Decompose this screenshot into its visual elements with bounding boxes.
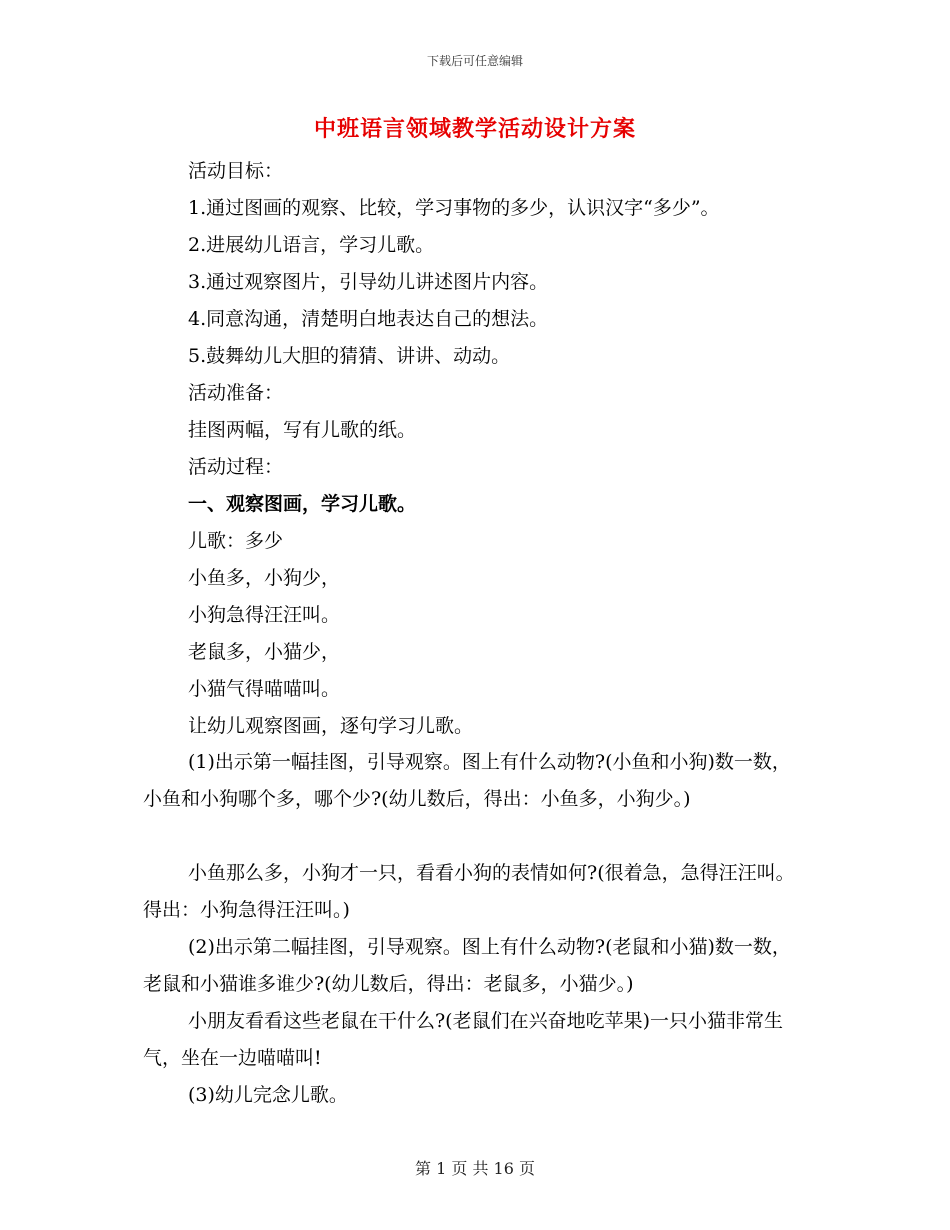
song-line-4: 小猫气得喵喵叫。: [188, 678, 341, 700]
prep-text: 挂图两幅，写有儿歌的纸。: [188, 419, 417, 441]
goal-item-3: 3.通过观察图片，引导幼儿讲述图片内容。: [188, 271, 549, 293]
paragraph-step-2-followup: 小朋友看看这些老鼠在干什么?(老鼠们在兴奋地吃苹果)一只小猫非常生气，坐在一边喵喵叫!: [143, 1010, 784, 1069]
goal-heading: 活动目标：: [188, 160, 284, 182]
song-title: 儿歌：多少: [188, 530, 284, 552]
process-heading: 活动过程：: [188, 456, 284, 478]
paragraph-step-1: (1)出示第一幅挂图，引导观察。图上有什么动物?(小鱼和小狗)数一数，小鱼和小狗哪个多，哪个少?(幼儿数后，得出：小鱼多，小狗少。): [143, 751, 791, 810]
page-header-note: 下载后可任意编辑: [426, 54, 523, 68]
learn-instruction: 让幼儿观察图画，逐句学习儿歌。: [188, 715, 474, 737]
goal-item-5: 5.鼓舞幼儿大胆的猜猜、讲讲、动动。: [188, 345, 511, 367]
section-heading-1: 一、观察图画，学习儿歌。: [188, 493, 417, 515]
paragraph-step-3: (3)幼儿完念儿歌。: [188, 1084, 348, 1106]
song-line-1: 小鱼多，小狗少，: [188, 567, 341, 589]
page-footer-number: 第 1 页 共 16 页: [415, 1159, 535, 1178]
song-line-3: 老鼠多，小猫少，: [188, 641, 341, 663]
goal-item-1: 1.通过图画的观察、比较，学习事物的多少，认识汉字“多少”。: [188, 197, 720, 219]
paragraph-step-1-followup: 小鱼那么多，小狗才一只，看看小狗的表情如何?(很着急，急得汪汪叫。得出：小狗急得汪汪叫。): [143, 862, 795, 921]
prep-heading: 活动准备：: [188, 382, 284, 404]
paragraph-step-2: (2)出示第二幅挂图，引导观察。图上有什么动物?(老鼠和小猫)数一数，老鼠和小猫谁多谁少?(幼儿数后，得出：老鼠多，小猫少。): [143, 936, 791, 995]
song-line-2: 小狗急得汪汪叫。: [188, 604, 341, 626]
goal-item-2: 2.进展幼儿语言，学习儿歌。: [188, 234, 435, 256]
document-title: 中班语言领域教学活动设计方案: [313, 116, 636, 142]
goal-item-4: 4.同意沟通，清楚明白地表达自己的想法。: [188, 308, 549, 330]
